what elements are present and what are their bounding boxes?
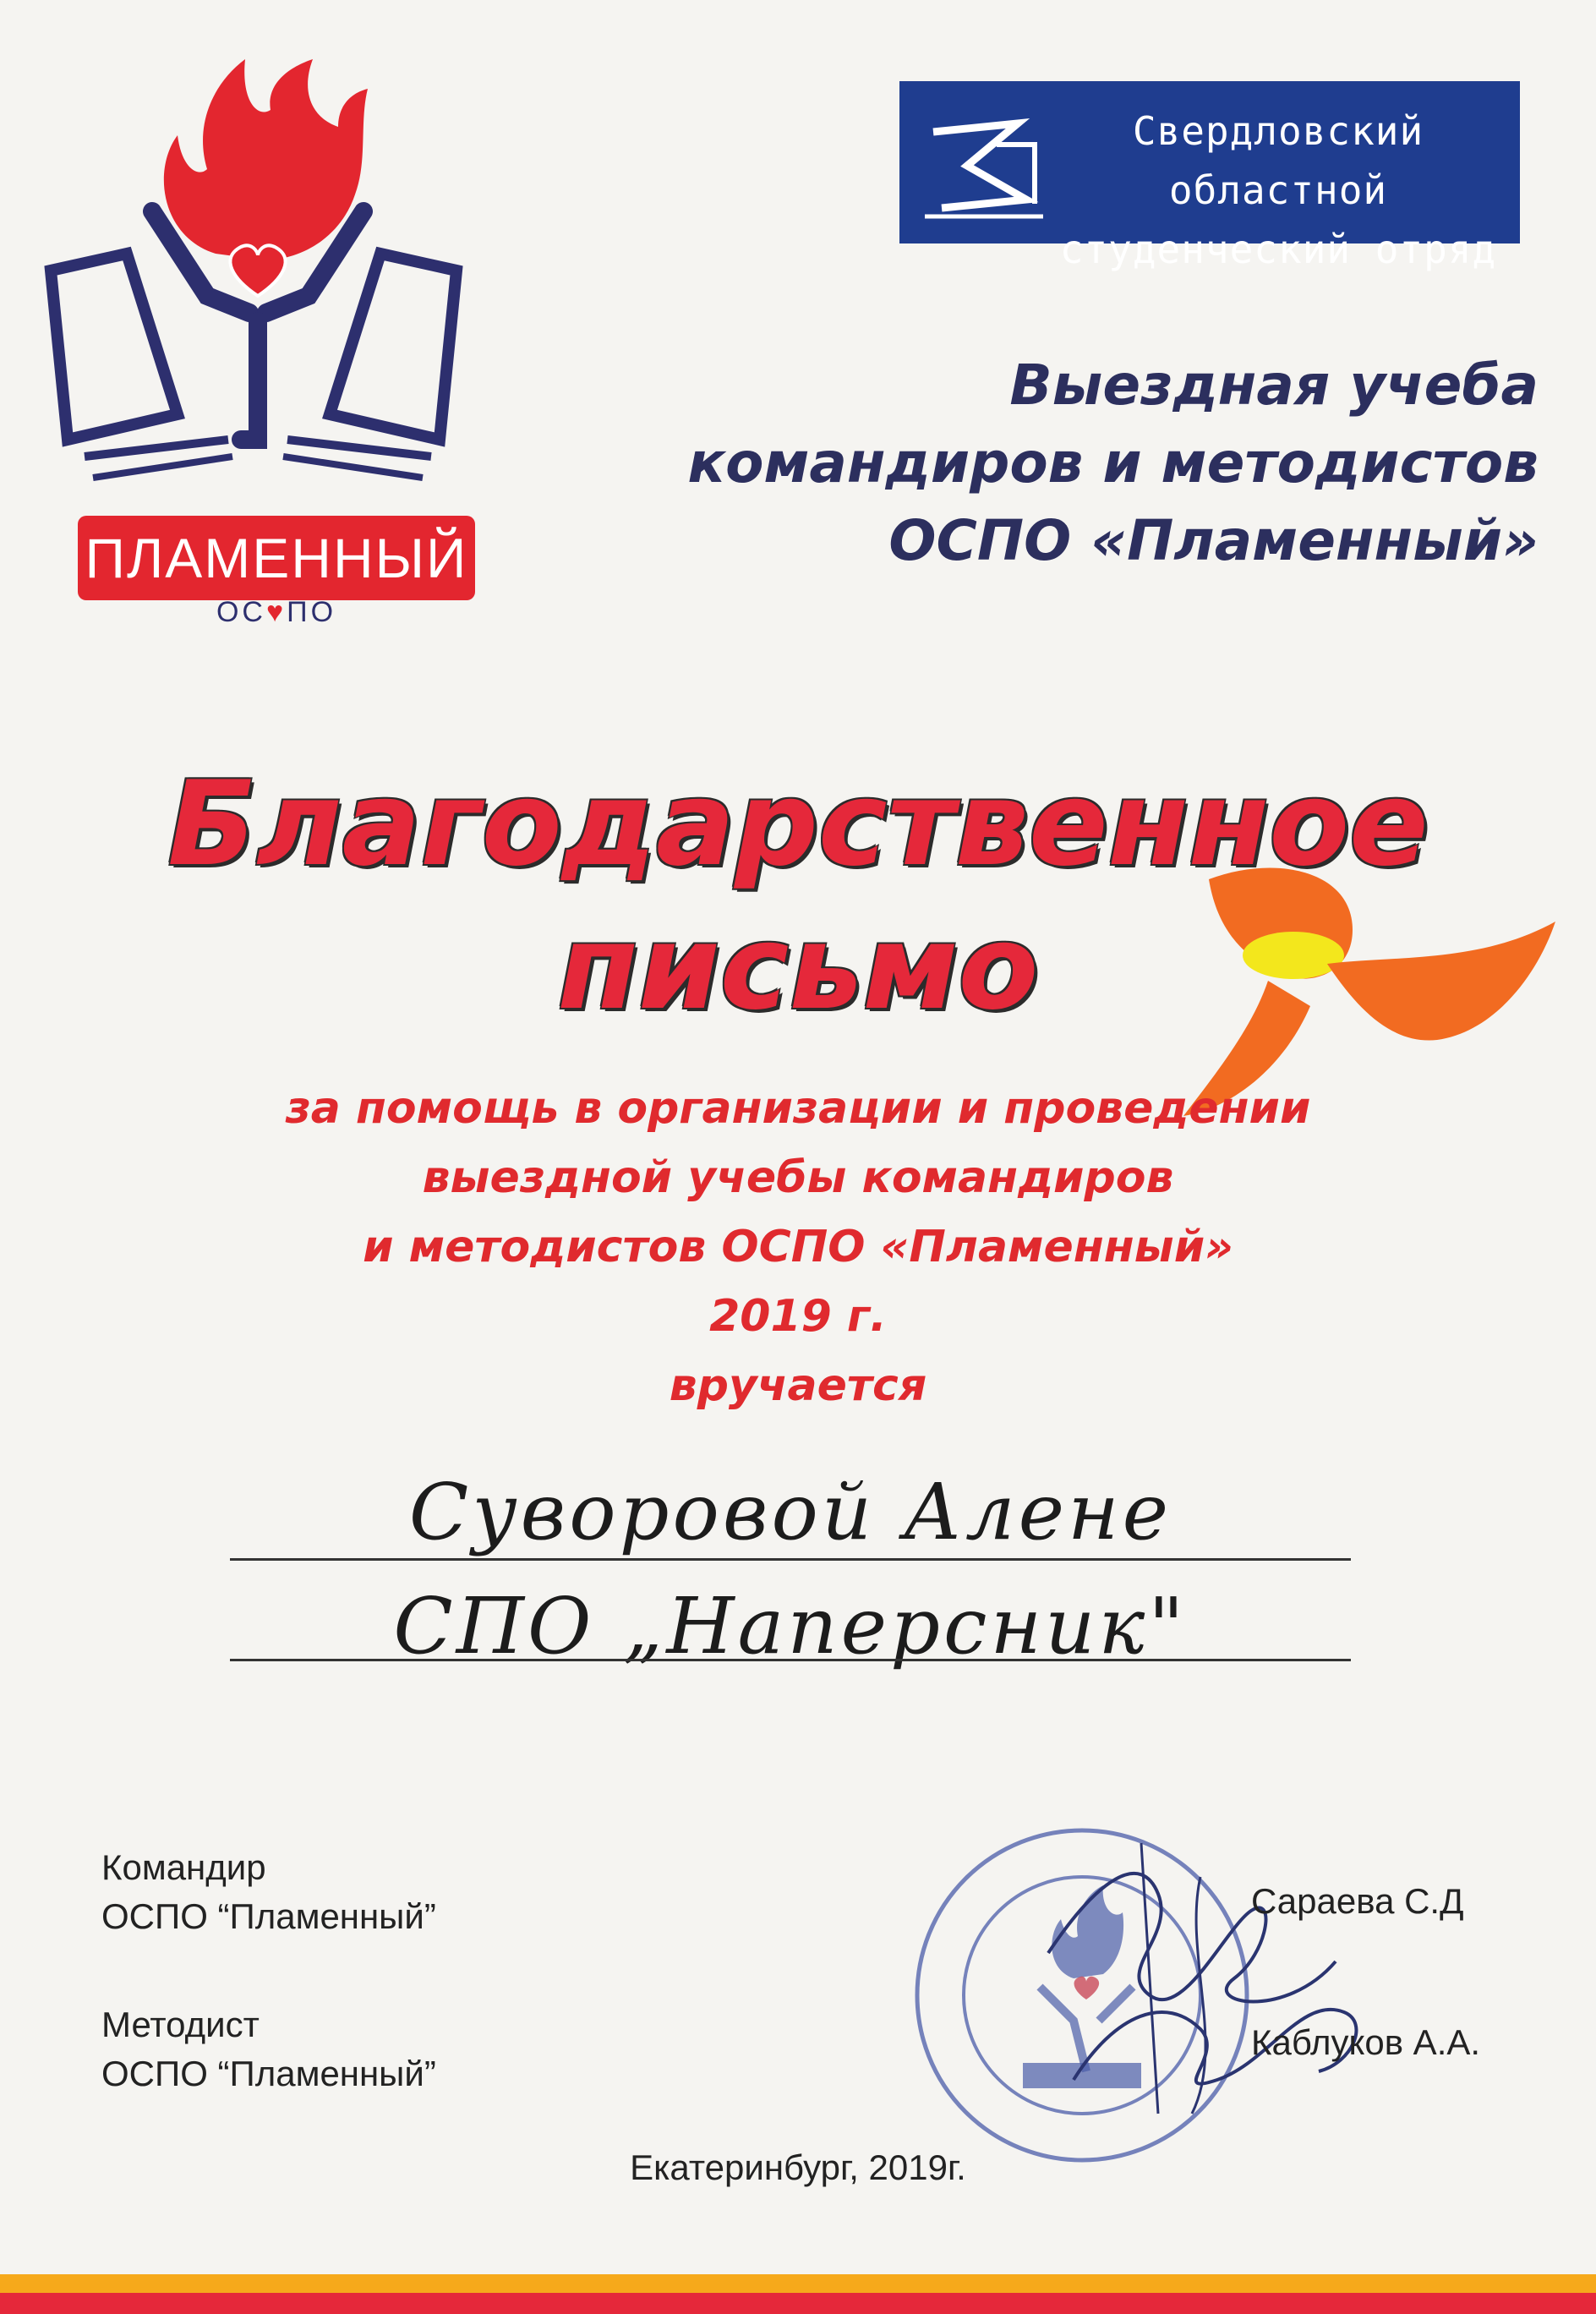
logo-sub-right: ПО [287,596,337,628]
recipient-name-line [230,1558,1351,1561]
logo-subtitle [78,596,475,629]
student-detachment-logo-icon [916,107,1052,225]
flame-figure-icon [34,42,473,516]
event-line-2: командиров и методистов [687,430,1539,495]
organization-badge [899,81,1520,272]
heart-icon: ♥ [265,596,287,628]
logo-sub-left: ОС [216,596,266,628]
badge-line-1: Свердловский областной [1132,108,1424,213]
place-and-date: Екатеринбург, 2019г. [630,2147,966,2187]
footer-bar-orange [0,2274,1596,2293]
logo-wordmark: ПЛАМЕННЫЙ [78,516,475,600]
document-title [0,752,1596,1040]
role-commander: Командир [101,1847,266,1887]
recipient-name: Суворовой Алене [408,1467,1172,1557]
reason-awarded: вручается [669,1360,927,1411]
badge-text [1050,101,1506,279]
recipient-organization: СПО „Наперсник" [393,1581,1188,1671]
role-commander-org: ОСПО “Пламенный” [101,1896,436,1936]
signatory-name-1: Сараева С.Д [1251,1881,1464,1921]
footer-bar-red [0,2293,1596,2314]
reason-line-1: за помощь в организации и проведении [285,1083,1311,1134]
reason-line-3: и методистов ОСПО «Пламенный» [363,1222,1233,1272]
award-reason [0,1074,1596,1420]
signatory-name-2: Каблуков А.А. [1251,2022,1481,2062]
role-methodist-org: ОСПО “Пламенный” [101,2054,436,2093]
reason-year: 2019 г. [709,1291,887,1342]
reason-line-2: выездной учебы командиров [422,1152,1174,1203]
plamenny-logo [34,42,473,628]
event-line-1: Выездная учеба [1009,353,1539,418]
role-methodist: Методист [101,2005,260,2044]
recipient-org-line [230,1659,1351,1661]
signatory-roles [101,1843,693,2098]
title-line-1: Благодарственное [167,756,1429,892]
title-line-2: письмо [557,900,1039,1036]
event-line-3: ОСПО «Пламенный» [888,508,1539,573]
badge-line-2: студенческий отряд [1059,227,1497,272]
event-title [558,347,1539,580]
handwritten-signatures [947,1826,1403,2131]
